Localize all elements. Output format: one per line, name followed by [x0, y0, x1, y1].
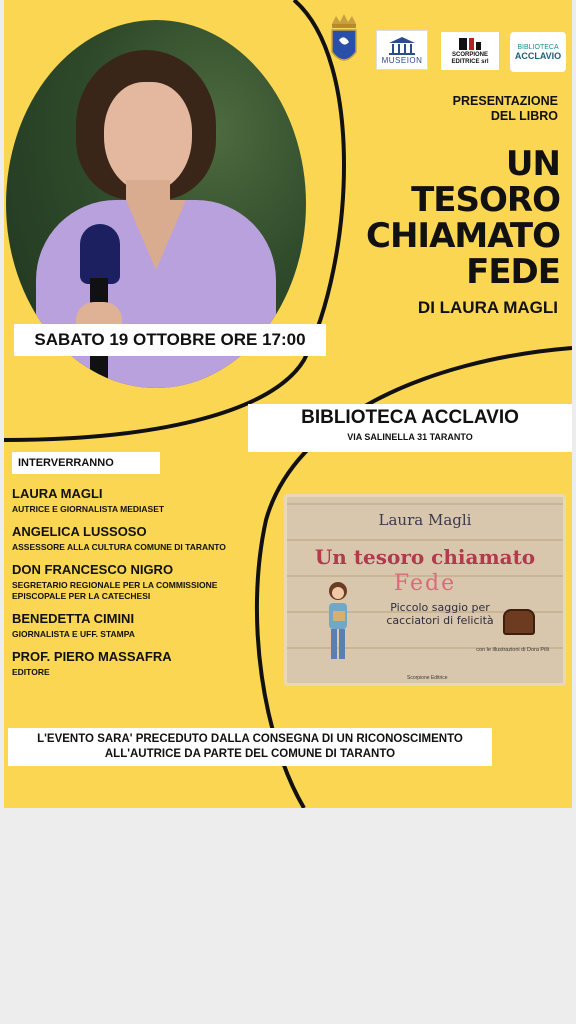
speaker-role: EDITORE [12, 667, 50, 677]
book-cover-title: Un tesoro chiamato [314, 545, 536, 569]
museion-logo [376, 30, 428, 70]
book-title [366, 146, 560, 290]
taranto-crest-logo [324, 12, 364, 72]
treasure-chest-icon [503, 609, 535, 635]
speaker-name: LAURA MAGLI [12, 486, 103, 501]
speaker-item [12, 486, 262, 515]
presentation-line-1: PRESENTAZIONE [452, 94, 558, 108]
girl-illustration-icon [323, 579, 353, 669]
title-line-2: TESORO [411, 180, 560, 220]
scorpione-logo [441, 32, 499, 70]
speaker-role: ASSESSORE ALLA CULTURA COMUNE DI TARANTO [12, 542, 226, 552]
crest-icon [329, 14, 359, 70]
speaker-role: AUTRICE E GIORNALISTA MEDIASET [12, 504, 165, 514]
acclavio-logo [510, 32, 566, 72]
notice-line-1: L'EVENTO SARA' PRECEDUTO DALLA CONSEGNA DI UN RICONOSCIMENTO [37, 733, 463, 745]
title-line-4: FEDE [466, 252, 560, 292]
event-poster [4, 0, 572, 808]
sponsor-logos [4, 10, 572, 76]
speaker-item [12, 524, 262, 553]
book-presentation-label [453, 94, 558, 124]
speaker-item [12, 611, 262, 640]
scorpione-text: SCORPIONE EDITRICE srl [451, 52, 489, 65]
speakers-label: INTERVERRANNO [12, 452, 160, 474]
book-author: DI LAURA MAGLI [417, 298, 558, 317]
book-cover-subtitle: Piccolo saggio per cacciatori di felicità [386, 601, 494, 627]
speaker-name: ANGELICA LUSSOSO [12, 524, 147, 539]
speaker-item [12, 562, 262, 602]
museion-text: MUSEION [381, 55, 423, 65]
speaker-name: DON FRANCESCO NIGRO [12, 562, 174, 577]
acclavio-small-text: BIBLIOTECA [517, 43, 559, 51]
book-cover-author: Laura Magli [378, 511, 472, 529]
book-cover-title-2: Fede [393, 571, 457, 596]
venue-name: BIBLIOTECA ACCLAVIO [301, 407, 519, 428]
speaker-role: SEGRETARIO REGIONALE PER LA COMMISSIONE EPISCOPALE PER LA CATECHESI [12, 580, 218, 601]
book-cover [284, 494, 566, 686]
speaker-name: BENEDETTA CIMINI [12, 611, 135, 626]
event-notice [8, 728, 492, 766]
title-line-3: CHIAMATO [366, 216, 560, 256]
venue-box [248, 404, 572, 452]
venue-address: VIA SALINELLA 31 TARANTO [347, 432, 473, 442]
speakers-list [12, 486, 262, 687]
speaker-role: GIORNALISTA E UFF. STAMPA [12, 629, 135, 639]
speaker-name: PROF. PIERO MASSAFRA [12, 649, 172, 664]
scorpione-mark-icon [457, 36, 483, 52]
temple-icon [387, 36, 417, 56]
microphone-icon [80, 224, 120, 284]
title-line-1: UN [505, 144, 560, 184]
event-date: SABATO 19 OTTOBRE ORE 17:00 [14, 324, 326, 356]
speaker-item [12, 649, 262, 678]
acclavio-text: ACCLAVIO [514, 50, 562, 61]
notice-line-2: ALL'AUTRICE DA PARTE DEL COMUNE DI TARANTO [104, 748, 396, 760]
book-cover-publisher: Scorpione Editrice [407, 675, 448, 681]
presentation-line-2: DEL LIBRO [490, 109, 558, 123]
book-cover-illustrator: con le illustrazioni di Dora Pilli [476, 647, 549, 653]
